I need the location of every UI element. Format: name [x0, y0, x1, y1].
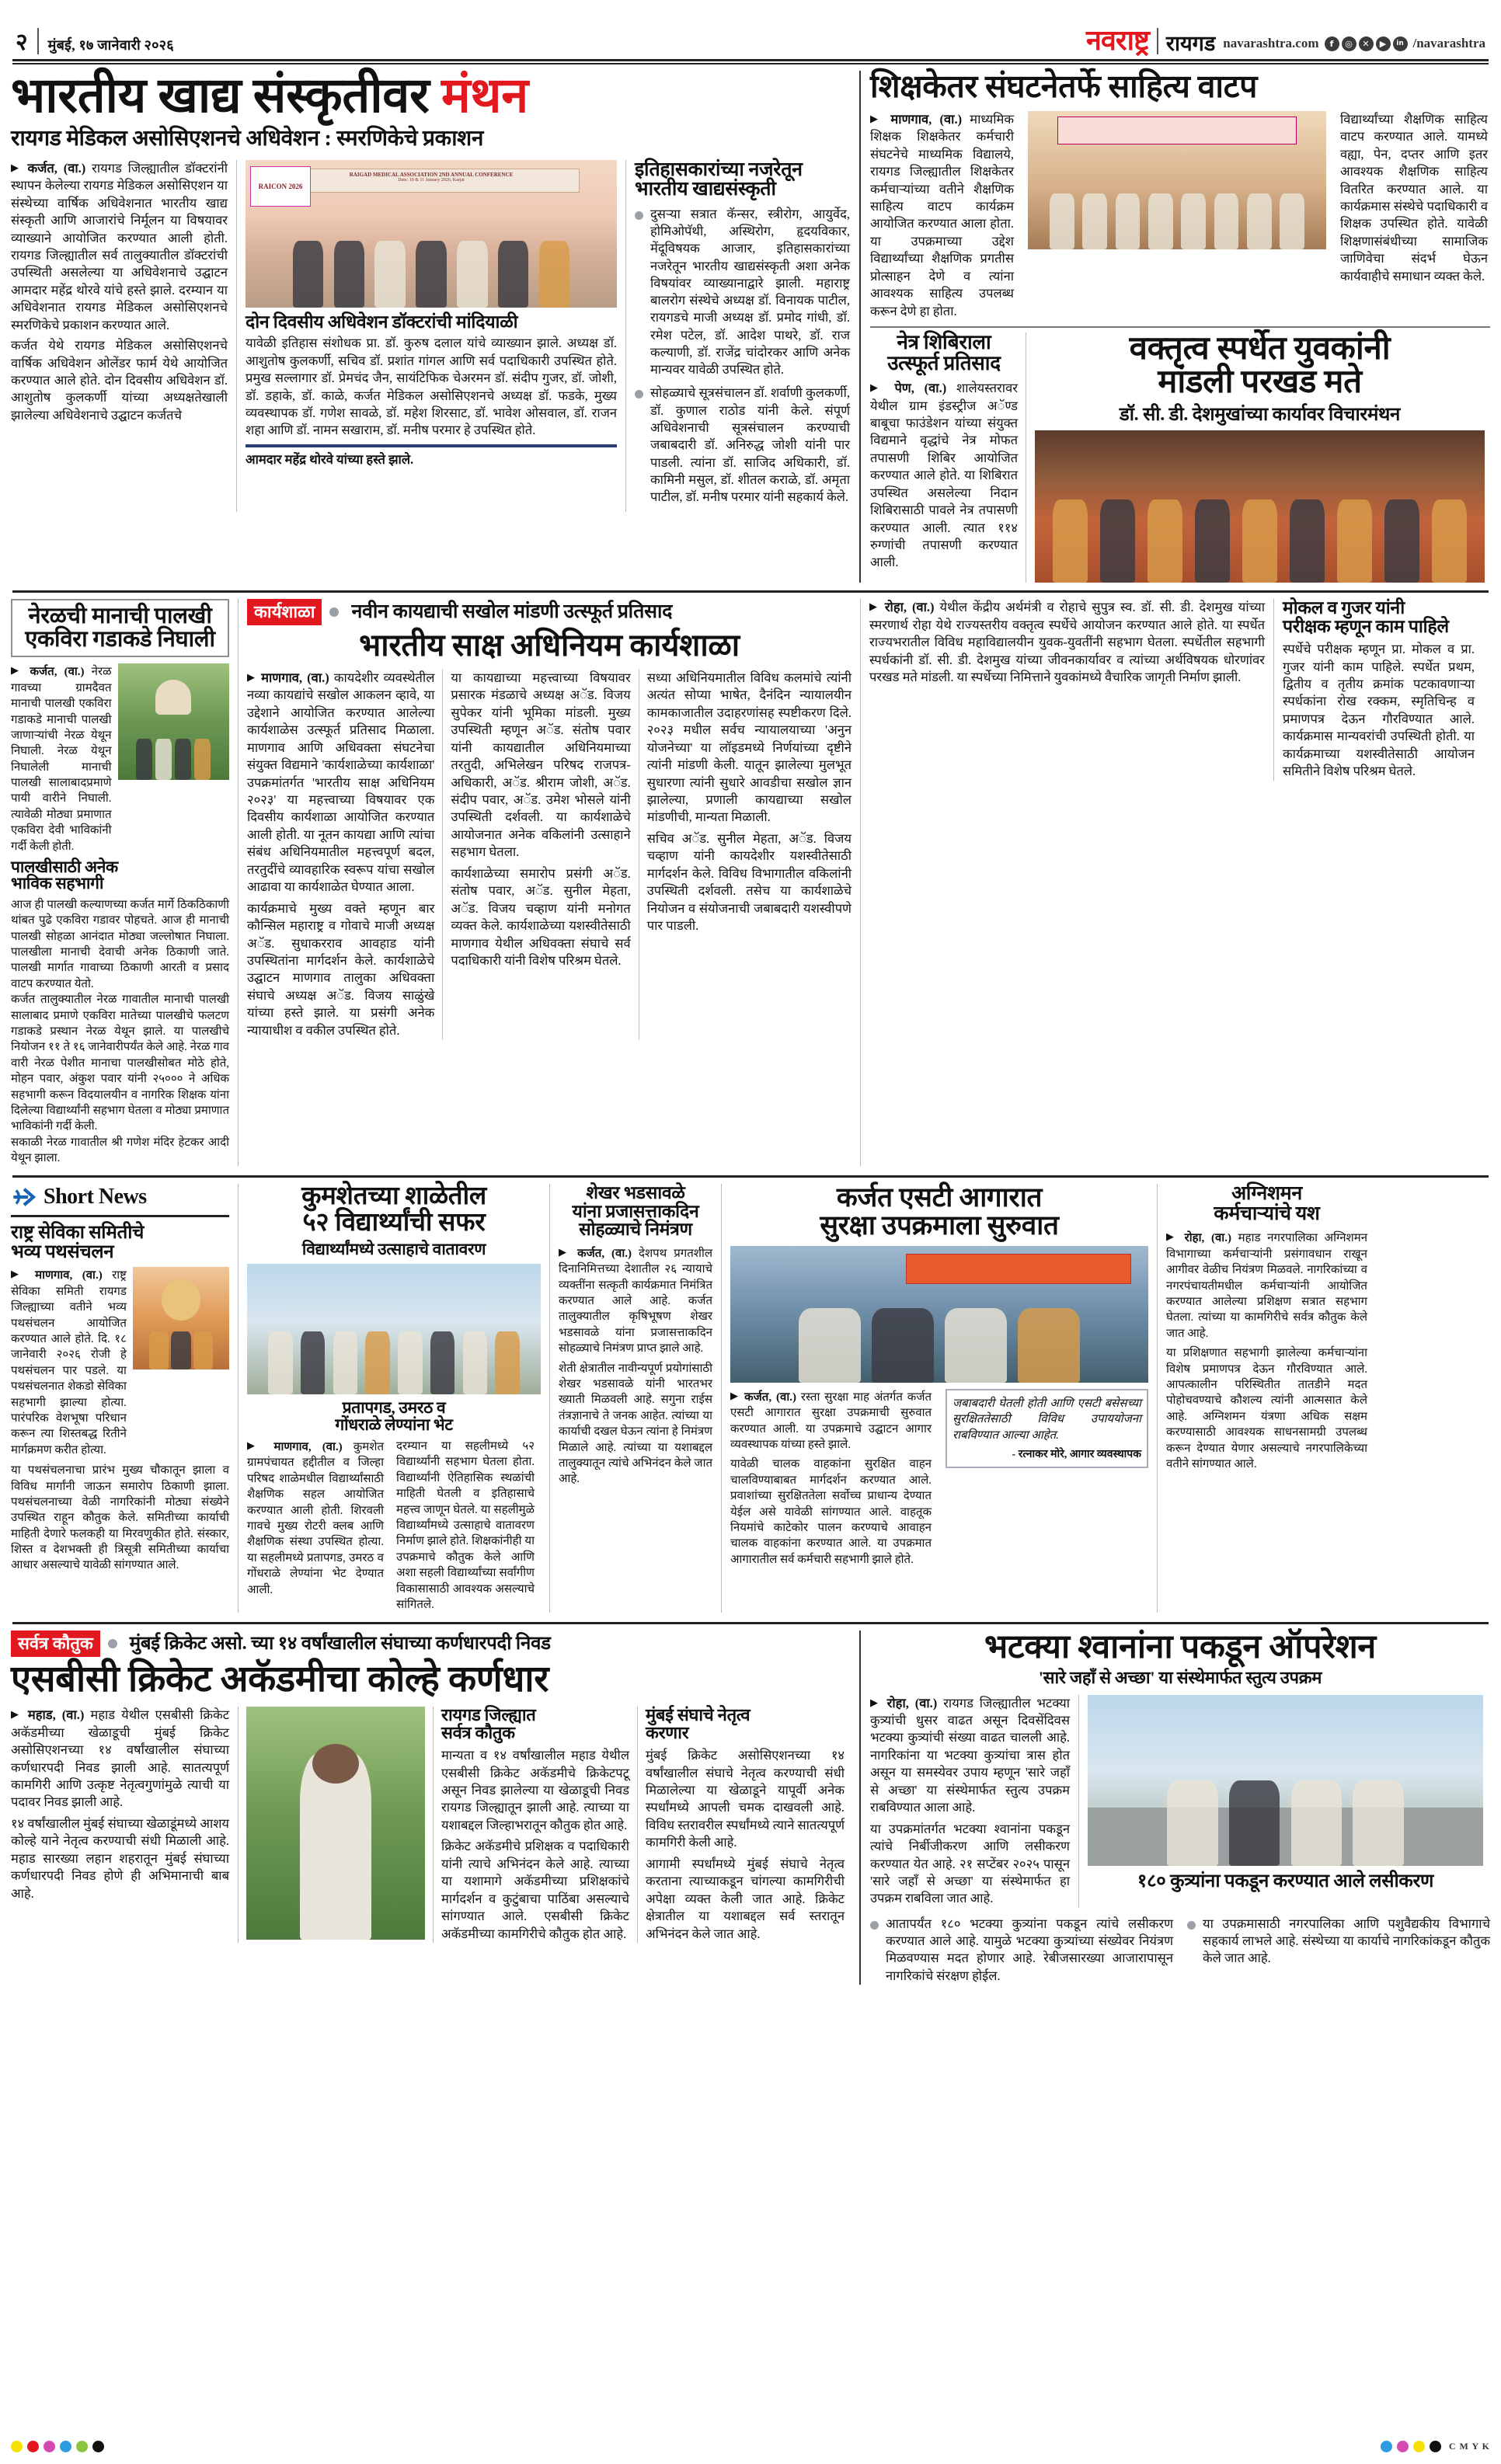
sahitya-col-1: [870, 111, 1022, 320]
sidebar-bullet-list: [635, 206, 850, 506]
color-dot-cyan: [60, 2441, 71, 2452]
shortnews-text-col: [11, 1267, 127, 1458]
shortnews-body-2: या पथसंचलनाचा प्रारंभ मुख्य चौकातून झाला व विविध मार्गांनी जाऊन समारोप ठिकाणी झाला. पथसंचलनाच्या वेळी नागरिकांनी मोठ्या संख्येने उपस्थित राहून कौतुक केले. समितीच्या कार्याची माहिती देणारे फलकही या मिरवणुकीत होते. संस्कार, शिस्त व देशभक्ती ही त्रिसूत्री समितीच्या कार्याचा आधार असल्याचे यावेळी सांगण्यात आले.: [11, 1464, 229, 1572]
lead-body-3: आमदार महेंद्र थोरवे यांच्या हस्ते झाले.: [246, 451, 414, 467]
agnishaman-story: [1158, 1184, 1367, 1613]
bullet-triangle-icon: ▶: [1166, 1230, 1178, 1243]
bullet-triangle-icon: ▶: [247, 670, 256, 683]
kumshet-body-2: दरम्यान या सहलीमध्ये ५२ विद्यार्थ्यांनी सहभाग घेतला होता. विद्यार्थ्यांनी ऐतिहासिक स्थळांची माहिती घेतली व इतिहासाचे महत्त्व जाणून घेतले. या सहलीमुळे विद्यार्थ्यांमध्ये उत्साहाचे वातावरण निर्माण झाले होते. शिक्षकांनीही या उपक्रमाचे कौतुक केले आणि अशा सहली विद्यार्थ्यांच्या सर्वांगीण विकासासाठी आवश्यक असल्याचे सांगितले.: [396, 1440, 535, 1611]
shortnews-badge: [11, 1184, 229, 1210]
shvan-headline: भटक्या श्वानांना पकडून ऑपरेशन: [984, 1629, 1376, 1666]
bullet-triangle-icon: ▶: [870, 381, 885, 394]
shvan-bullet-list: [870, 1916, 1490, 1985]
section-rule-1: [12, 590, 1489, 593]
workshop-body-3: सध्या अधिनियमातील विविध कलमांचे त्यांनी अत्यंत सोप्या भाषेत, दैनंदिन न्यायालयीन कामकाजातील उदाहरणांसह स्पष्टीकरण दिले. २०२३ मधील सर्वच न्यायालयाच्या 'अनुन योजनेच्या' या लॉइडमध्ये निर्णयांच्या दृष्टीने त्यांनी मांडणी केली. यातून झालेल्या मुलभूत सुधारणा त्यांनी सुधारे आवडीचा सखोल ज्ञान झालेल्या, प्रणाली कायद्याच्या सखोल मांडणीची, मान्यता मिळाली.: [646, 670, 851, 825]
shvan-photo-col: [1079, 1695, 1483, 1908]
kumshet-headline-line-1: कुमशेतच्या शाळेतील: [301, 1182, 486, 1211]
workshop-story: [239, 599, 860, 1166]
footer-color-dots-left: [11, 2441, 104, 2452]
kumshet-col-2: [390, 1439, 535, 1613]
shvan-col-1: [870, 1695, 1078, 1908]
photo-banner-line-2: Date: 10 & 11 January 2026, Karjat: [398, 178, 465, 183]
cricket-photo-wrap: [239, 1707, 433, 1943]
cricket-body-3b: आगामी स्पर्धांमध्ये मुंबई संघाचे नेतृत्व करताना त्याच्याकडून चांगल्या कामगिरीची अपेक्षा व्यक्त केली जात आहे. क्रिकेट क्षेत्रातील या यशाबद्दल सर्व स्तरातून अभिनंदन केले जात आहे.: [646, 1856, 845, 1941]
shekhar-headline-line-1: शेखर भडसावळे: [586, 1183, 685, 1203]
netra-headline-line-1: नेत्र शिबिराला: [897, 331, 991, 354]
edition-name: रायगड: [1165, 32, 1216, 55]
bullet-triangle-icon: ▶: [247, 1439, 263, 1452]
shortnews-photo: [133, 1267, 229, 1369]
palkhi-photo-wrap: [118, 663, 229, 854]
kumshet-body-1: ▶ माणगाव, (वा.) कुमशेत ग्रामपंचायत हद्दीतील व जिल्हा परिषद शाळेमधील विद्यार्थ्यांसाठी शैक्षणिक सहल आयोजित करण्यात आली होती. शिरवली गावचे मुख्य रोटरी क्लब आणि शैक्षणिक संस्था उपस्थित होत्या. या सहलीमध्ये प्रतापगड, उमरठ व गोंधराळे लेण्यांना भेट देण्यात आली.: [247, 1439, 385, 1596]
sahitya-headline: शिक्षकेतर संघटनेतर्फे साहित्य वाटप: [870, 68, 1258, 104]
linkedin-icon[interactable]: in: [1393, 37, 1408, 51]
kumshet-subhead: विद्यार्थ्यांमध्ये उत्साहाचे वातावरण: [301, 1239, 486, 1258]
lead-para-1: [11, 160, 228, 334]
list-item: सोहळ्याचे सूत्रसंचालन डॉ. शर्वाणी कुलकर्णी, डॉ. कुणाल राठोड यांनी केले. संपूर्ण अधिवेशनाची सूत्रसंचालन करण्याची जबाबदारी डॉ. अनिरुद्ध जोशी यांनी पार पाडली. त्यांना डॉ. साजिद अधिकारी, डॉ. कामिनी मसुल, डॉ. शीतल कराळे, डॉ. अमृता पाटील, डॉ. मनीष परमार यांनी सहकार्य केले.: [635, 385, 850, 506]
page-number: २: [16, 30, 28, 55]
color-dot-red: [27, 2441, 39, 2452]
agnishaman-body-2: या प्रशिक्षणात सहभागी झालेल्या कर्मचाऱ्यांना विशेष प्रमाणपत्र देऊन गौरविण्यात आले. आपत्कालीन परिस्थितीत तातडीने मदत पोहोचवण्याचे कौशल्य त्यांनी आत्मसात केले आहे. अग्निशमन यंत्रणा अधिक सक्षम करण्यासाठी आवश्यक साधनसामग्री उपलब्ध करून देण्यात येणार असल्याचे नगरपालिकेच्या वतीने सांगण्यात आले.: [1166, 1347, 1367, 1470]
brand-logo: नवराष्ट्र: [1085, 25, 1149, 56]
palkhi-photo: [118, 663, 229, 780]
lead-body-1: रायगड जिल्ह्यातील डॉक्टरांनी स्थापन केलेल्या रायगड मेडिकल असोसिएशन या संस्थेच्या वार्षिक अधिवेशनात भारतीय खाद्य संस्कृती आणि आजारांचे निर्मूलन या विषयावर व्याख्याने आयोजित करण्यात आली होती. रायगड जिल्ह्यातील सर्व तालुक्यातील डॉक्टरांची उपस्थिती असलेल्या या अधिवेशनाचे उद्घाटन आमदार महेंद्र थोरवे यांचे हस्ते झाले. दरम्यान या अधिवेशनात रायगड मेडिकल असोसिएशनचे स्मरणिकेचे प्रकाशन करण्यात आले.: [11, 160, 228, 332]
photo-banner-line-1: RAIGAD MEDICAL ASSOCIATION 2ND ANNUAL CONFERENCE: [349, 172, 514, 179]
website-url[interactable]: navarashtra.com: [1223, 36, 1319, 50]
shortnews-top-row: [11, 1267, 229, 1458]
mokal-headline-line-1: मोकल व गुजर यांनी: [1283, 598, 1405, 618]
palkhi-body-2: आज ही पालखी कल्याणच्या कर्जत मार्गे ठिकठिकाणी थांबत पुढे एकविरा गडावर पोहचते. आज ही मानाची पालखी सोहळा आनंदात मोठ्या जल्लोषात निघाला. पालखीला मानाची देवाची अनेक ठिकाणी जाते. पालखी मार्गात गावाच्या ठिकाणी आरती व प्रसाद वाटप करण्यात येतो.: [11, 898, 229, 990]
social-handle[interactable]: /navarashtra: [1412, 36, 1485, 50]
shekhar-headline-line-3: सोहळ्याचे निमंत्रण: [579, 1220, 692, 1240]
shekhar-headline-line-2: यांना प्रजासत्ताकदिन: [572, 1201, 699, 1221]
shvan-photo-caption: १८० कुत्र्यांना पकडून करण्यात आले लसीकरण: [1137, 1871, 1434, 1892]
sahitya-photo-wrap: [1022, 111, 1332, 320]
shortnews-rule: [11, 1215, 229, 1217]
footer-color-dots-right: [1381, 2441, 1441, 2452]
vaktrutva-body: ▶ रोहा, (वा.) येथील केंद्रीय अर्थमंत्री व रोहाचे सुपुत्र स्व. डॉ. सी. डी. देशमुख यांच्या स्मरणार्थ रोहा येथे राज्यस्तरीय वक्तृत्व स्पर्धेचे आयोजन करण्यात आले होते. या स्पर्धेत राज्यभरातील विविध महाविद्यालयीन युवक-युवतींनी सहभाग घेतला. स्पर्धेतील सहभागी स्पर्धकांनी डॉ. सी. डी. देशमुख यांच्या जीवनकार्यावर व त्यांच्या अर्थविषयक धोरणांवर परखड मते मांडली. या स्पर्धेच्या निमित्ताने युवकांमध्ये वैचारिक जागृती निर्माण झाली.: [869, 600, 1266, 684]
facebook-icon[interactable]: f: [1325, 37, 1339, 51]
cricket-col2-head-2: सर्वत्र कौतुक: [441, 1722, 515, 1742]
dateline: मुंबई, १७ जानेवारी २०२६: [47, 37, 174, 53]
netra-vaktrutva-row: [870, 332, 1490, 583]
bullet-triangle-icon: ▶: [11, 1268, 26, 1280]
karjat-st-photo: [730, 1246, 1148, 1383]
shortnews-arrow-icon: [11, 1184, 37, 1210]
workshop-body-2b: कार्यशाळेच्या समारोप प्रसंगी अॅड. संतोष पवार, अॅड. सुनील मेहता, अॅड. विजय चव्हाण यांनी मनोगत व्यक्त केले. कार्यशाळेच्या यशस्वीतेसाठी माणगाव येथील अधिवक्ता संघाचे सर्व पदाधिकारी यांनी विशेष परिश्रम घेतले.: [451, 865, 631, 968]
kumshet-photo-caption-1: प्रतापगड, उमरठ व: [342, 1398, 446, 1418]
cricket-kicker-row: [11, 1630, 850, 1657]
sidebar-title-line-1: इतिहासकारांच्या नजरेतून: [635, 158, 803, 180]
shekhar-story: [550, 1184, 721, 1613]
shortnews-story: [11, 1184, 238, 1613]
photo-people: [246, 222, 617, 308]
workshop-body-1: ▶ माणगाव, (वा.) कायदेशीर व्यवस्थेतील नव्या कायद्यांचे सखोल आकलन व्हावे, या उद्देशाने आयोजित करण्यात आलेल्या कार्यशाळेस उत्स्फूर्त प्रतिसाद मिळाला. माणगाव आणि अधिवक्ता संघटनेचा संयुक्त विद्यमाने 'कार्यशाळेच्या कार्यशाळा' उपक्रमांतर्गत 'भारतीय साक्ष अधिनियम २०२३' या महत्त्वाच्या विषयावर एक दिवसीय कार्यशाळा आयोजित करण्यात आली होती. या नूतन कायद्या आणि त्यांचा संबंध अधिनियमातील महत्त्वपूर्ण बदल, तरतुदींचे व्यावहारिक स्वरूप यांचा सखोल आढावा या कार्यशाळेत घेण्यात आला.: [247, 670, 435, 895]
lead-caption-body: यावेळी इतिहास संशोधक प्रा. डॉ. कुरुष दलाल यांचे व्याख्यान झाले. अध्यक्ष डॉ. आशुतोष कुलकर्णी, सचिव डॉ. प्रशांत गांगल आणि सर्व पदाधिकारी उपस्थित होते. प्रमुख सल्लागार डॉ. प्रेमचंद जैन, सायंटिफिक चेअरमन डॉ. संदीप गुजर, डॉ. जोशी, डॉ. डहाके, डॉ. काळे, कर्जत मेडिकल असोसिएशनचे अध्यक्ष डॉ. फडके, मुख्य व्यवस्थापक डॉ. गणेश सावळे, डॉ. महेश शिरसाट, डॉ. भावेश ओसवाल, डॉ. राजन शहा आणि डॉ. नामन सखाराम, डॉ. मनीष परमार हे उपस्थित होते.: [246, 336, 617, 438]
kumshet-body-cols: [247, 1439, 541, 1613]
cricket-headline: एसबीसी क्रिकेट अकॅडमीचा कोल्हे कर्णधार: [11, 1659, 549, 1700]
mokal-headline-line-2: परीक्षक म्हणून काम पाहिले: [1283, 616, 1449, 636]
netra-body: ▶ पेण, (वा.) शालेयस्तरावर येथील ग्राम इंडस्ट्रीज अॅण्ड बाबूचा फाउंडेशन यांच्या संयुक्त विद्यमाने वृद्धांचे नेत्र मोफत तपासणी शिबिर आयोजित करण्यात आले होते. या शिबिरात उपस्थित असलेल्या निदान शिबिरासाठी पावले नेत्र तपासणी करण्यात आली. त्यात ११४ रुग्णांची तपासणी करण्यात आली.: [870, 381, 1019, 570]
cricket-kicker: मुंबई क्रिकेट असो. च्या १४ वर्षांखालील संघाच्या कर्णधारपदी निवड: [129, 1634, 551, 1655]
karjat-st-headline-line-2: सुरक्षा उपक्रमाला सुरुवात: [820, 1210, 1059, 1241]
shekhar-dateline-tag: कर्जत, (वा.): [577, 1247, 632, 1260]
vaktrutva-body-wrap: [869, 599, 1273, 780]
sahitya-columns: [870, 111, 1490, 320]
bullet-triangle-icon: ▶: [11, 664, 23, 677]
top-block: [11, 68, 1490, 583]
color-dot-magenta: [44, 2441, 55, 2452]
sidebar-title-line-2: भारतीय खाद्यसंस्कृती: [635, 179, 776, 200]
palkhi-headline-line-1: नेरळची मानाची पालखी: [28, 604, 212, 629]
bullet-triangle-icon: ▶: [11, 1708, 22, 1721]
list-item: दुसऱ्या सत्रात कॅन्सर, स्त्रीरोग, आयुर्वेद, होमिओपॅथी, अस्थिरोग, हृदयविकार, मेंदूविषयक आजार, इतिहासकारांच्या नजरेतून भारतीय खाद्यसंस्कृती अशा अनेक विषयांवर व्याख्यानाद्वारे झाली. महाराष्ट्र बालरोग संस्थेचे अध्यक्ष डॉ. विनायक पाटील, रायगडचे माजी अध्यक्ष डॉ. प्रमोद गांधी, डॉ. रमेश पटेल, डॉ. आदेश पाथरे, डॉ. राज कल्याणी, डॉ. राजेंद्र चांदोरकर आणि अनेक मान्यवर यावेळी उपस्थित होते.: [635, 206, 850, 379]
karjat-st-body-2: यावेळी चालक वाहकांना सुरक्षित वाहन चालविण्याबाबत मार्गदर्शन करण्यात आले. प्रवाशांच्या सुरक्षिततेला सर्वोच्च प्राधान्य देण्यात येईल असे यावेळी सांगण्यात आले. वाहतूक नियमांचे काटेकोर पालन करण्याचे आवाहन चालक वाहकांना करण्यात आले. या उपक्रमात आगारातील सर्व कर्मचारी सहभागी झाले होते.: [730, 1458, 932, 1566]
palkhi-col-a: [11, 663, 112, 854]
footer-bar: [11, 2436, 1490, 2456]
workshop-col-2: [443, 670, 638, 1039]
cricket-col3-head-1: मुंबई संघाचे नेतृत्व: [646, 1705, 750, 1725]
shvan-body-1: ▶ रोहा, (वा.) रायगड जिल्ह्यातील भटक्या कुत्र्यांची धुसर वाढत असून दिवसेंदिवस भटक्या कुत्र्यांची संख्या वाढत चालली आहे. नागरिकांना या भटक्या कुत्र्यांचा त्रास होत असून या समस्येवर उपाय म्हणून 'सारे जहाँ से अच्छा' या संस्थेमार्फत स्तुत्य उपक्रम राबविण्यात आला आहे.: [870, 1695, 1071, 1815]
vaktrutva-headline-line-1: वक्तृत्व स्पर्धेत युवकांनी: [1129, 331, 1391, 367]
karjat-st-pullquote: जबाबदारी घेतली होती आणि एसटी बसेसच्या सुरक्षिततेसाठी विविध उपाययोजना राबविण्यात आल्या आहेत.: [952, 1397, 1141, 1442]
vaktrutva-dateline-tag: रोहा, (वा.): [884, 600, 935, 615]
agnishaman-headline-line-2: कर्मचाऱ्यांचे यश: [1214, 1202, 1320, 1224]
instagram-icon[interactable]: ◎: [1342, 37, 1356, 51]
cricket-body-3: मुंबई क्रिकेट असोसिएशनच्या १४ वर्षांखालील संघाचे नेतृत्व करण्याची संधी मिळालेल्या या खेळाडूने यापूर्वी अनेक स्पर्धांमध्ये आपली चमक दाखवली आहे. विविध स्तरावरील स्पर्धांमध्ये त्याने सातत्यपूर्ण कामगिरी केली आहे.: [646, 1748, 845, 1850]
karjat-st-body-cols: [730, 1389, 1148, 1568]
kumshet-col-1: [247, 1439, 390, 1613]
masthead-divider: [37, 28, 39, 54]
lead-sidebar: [626, 160, 850, 513]
sahitya-body-2: विद्यार्थ्यांच्या शैक्षणिक साहित्य वाटप करण्यात आले. यामध्ये वह्या, पेन, दप्तर आणि इतर आवश्यक शैक्षणिक साहित्य वितरित करण्यात आले. या कार्यक्रमास संस्थेचे पदाधिकारी व शिक्षक उपस्थित होते. यावेळी शिक्षणासंबंधीच्या सामाजिक जाणिवेचा संदर्भ घेऊन कार्यवाहीचे समाधान व्यक्त केले.: [1340, 111, 1488, 284]
kicker-dot-icon: [108, 1639, 117, 1648]
cricket-body-1: ▶ महाड, (वा.) महाड येथील एसबीसी क्रिकेट अकॅडमीच्या खेळाडूची मुंबई क्रिकेट असोसिएशनच्या १४ वर्षांखालील संघाच्या कर्णधारपदी निवड झाली आहे. सातत्यपूर्ण कामगिरी आणि उत्कृष्ट नेतृत्वगुणांमुळे त्याची या पदावर निवड झाली आहे.: [11, 1707, 230, 1810]
workshop-dateline-tag: माणगाव, (वा.): [261, 670, 329, 685]
masthead-right: [1086, 26, 1485, 54]
palkhi-headline-line-2: एकविरा गडाकडे निघाली: [25, 626, 215, 652]
karjat-st-headline-line-1: कर्जत एसटी आगारात: [836, 1182, 1043, 1213]
shvan-subhead: 'सारे जहाँ से अच्छा' या संस्थेमार्फत स्तुत्य उपक्रम: [1038, 1668, 1322, 1688]
shortnews-body: ▶ माणगाव, (वा.) राष्ट्र सेविका समिती रायगड जिल्ह्याच्या वतीने भव्य पथसंचलन आयोजित करण्यात आले होते. दि. १८ जानेवारी २०२६ रोजी हे पथसंचलन पार पडले. या पथसंचलनात शेकडो सेविका सहभागी झाल्या होत्या. पारंपरिक वेशभूषा परिधान करून त्या शिस्तबद्ध रितीने मार्गक्रमण करीत होत्या.: [11, 1268, 127, 1456]
shekhar-body: ▶ कर्जत, (वा.) देशपथ प्रगतशील दिनानिमित्तच्या देशातील २६ न्यायाचे व्यक्तींना सत्कृती कार्यक्रमात निमंत्रित करण्यात आले आहे. कर्जत तालुक्यातील कृषिभूषण शेखर भडसावळे यांना प्रजासत्ताकदिन सोहळ्याचे निमंत्रण प्राप्त झाले आहे.: [559, 1245, 712, 1356]
shvan-story: [861, 1630, 1490, 1985]
palkhi-body-4: कर्जत तालुक्यातील नेरळ गावातील मानाची पालखी सालाबाद प्रमाणे एकविरा मातेच्या पालखीचे फलटण गडाकडे प्रस्थान नेरळ येथून झाले. या पालखीचे नियोजन ११ ते १६ जानेवारीपर्यंत केले आहे. नेरळ गाव वारी नेरळ पेशीत मानाचा पालखीसोबत मोठे होते, मोहन पवार, अंकुश पवार यांनी २५००० ने अधिक सहभागी करून विदयालयीन व नागरिक शिक्षक यांना दिलेल्या विद्यार्थ्यांनी सहभाग घेतला व मोठ्या प्रमाणात भाविकांनी गर्दी केली.: [11, 994, 229, 1133]
cricket-col-2: [434, 1707, 637, 1943]
list-item: आतापर्यंत १८० भटक्या कुत्र्यांना पकडून त्यांचे लसीकरण करण्यात आले आहे. यामुळे भटक्या कुत्र्यांच्या संख्येवर नियंत्रण मिळवण्यास मदत होणार आहे. रेबीजसारख्या आजारापासून नागरिकांचे संरक्षण होईल.: [870, 1916, 1173, 1985]
section-rule-2: [12, 1175, 1489, 1178]
karjat-st-col-1: [730, 1389, 939, 1568]
lead-col-1: [11, 160, 236, 513]
sahitya-body-1: ▶ माणगाव, (वा.) माध्यमिक शिक्षक शिक्षकेतर कर्मचारी संघटनेचे माध्यमिक विद्यालये, रायगड जिल्ह्यातील शिक्षकेतर कर्मचाऱ्यांच्या वतीने शैक्षणिक साहित्य वाटप कार्यक्रम आयोजित करण्यात आला होता. या उपक्रमाच्या उद्देश विद्यार्थ्यांच्या शैक्षणिक प्रगतीस प्रोत्साहन देणे व त्यांना आवश्यक साहित्य उपलब्ध करून देणे हा होता.: [870, 111, 1015, 318]
shortnews-label: Short News: [44, 1185, 147, 1209]
workshop-body-3b: सचिव अॅड. सुनील मेहता, अॅड. विजय चव्हाण यांनी कायदेशीर यशस्वीतेसाठी मार्गदर्शन केले. विविध विभागातील वकिलांनी उपस्थिती दर्शवली. तसेच या कार्यशाळेचे नियोजन व संयोजनाची जबाबदारी यशस्वीपणे पार पाडली.: [646, 830, 851, 934]
footer-right: [1381, 2441, 1490, 2452]
social-icons: [1325, 37, 1408, 51]
lead-col-2: [237, 160, 625, 513]
color-dot-black: [92, 2441, 104, 2452]
workshop-col-3: [639, 670, 851, 1039]
palkhi-story: [11, 599, 238, 1166]
bullet-triangle-icon: ▶: [559, 1245, 571, 1258]
mokal-story: [861, 599, 1475, 1166]
shortnews-headline-line-2: भव्य पथसंचलन: [11, 1241, 114, 1262]
list-item: या उपक्रमासाठी नगरपालिका आणि पशुवैद्यकीय विभागाचे सहकार्य लाभले आहे. संस्थेच्या या कार्याचे नागरिकांकडून कौतुक केले जात आहे.: [1187, 1916, 1490, 1968]
cmyk-label: C M Y K: [1448, 2440, 1490, 2452]
shvan-body-1b: या उपक्रमांतर्गत भटक्या श्वानांना पकडून त्यांचे निर्बीजीकरण आणि लसीकरण करण्यात येत आहे. २१ सप्टेंबर २०२५ पासून 'सारे जहाँ से अच्छा' या संस्थेमार्फत हा उपक्रम राबविला जात आहे.: [870, 1821, 1070, 1906]
mokal-row: [869, 599, 1475, 780]
kicker-dot-icon: [329, 607, 339, 617]
sahitya-rule: [870, 326, 1490, 328]
workshop-tag: कार्यशाळा: [247, 599, 322, 625]
sahitya-story: [861, 68, 1490, 583]
masthead-rule: [12, 59, 1489, 64]
sahitya-col-2: [1332, 111, 1488, 320]
cricket-body-1b: १४ वर्षांखालील मुंबई संघाच्या खेळाडूंमध्ये आशय कोल्हे याने नेतृत्व करण्याची संधी मिळाली आहे. महाड सारख्या लहान शहरातून मुंबई संघाच्या कर्णधारपदी निवड होणे ही अभिमानाची बाब आहे.: [11, 1815, 229, 1901]
palkhi-dateline-tag: कर्जत, (वा.): [30, 666, 85, 679]
cricket-body-2: मान्यता व १४ वर्षांखालील महाड येथील एसबीसी क्रिकेट अकॅडमीचे क्रिकेटपटू असून निवड झालेल्या या खेळाडूची निवड रायगड जिल्ह्यातून झाली आहे. त्याच्या या यशाबद्दल जिल्हाभरातून कौतुक होत आहे.: [441, 1748, 629, 1832]
cricket-tag: सर्वत्र कौतुक: [11, 1630, 100, 1657]
kumshet-photo: [247, 1264, 541, 1394]
color-dot-cyan: [1381, 2441, 1392, 2452]
karjat-st-story: [722, 1184, 1157, 1613]
masthead-social: [1223, 36, 1485, 54]
shortnews-photo-wrap: [133, 1267, 229, 1458]
shortnews-dateline-tag: माणगाव, (वा.): [35, 1269, 103, 1282]
netra-story: [870, 332, 1026, 583]
palkhi-headline-box: [11, 599, 229, 657]
middle-block: [11, 599, 1490, 1166]
sahitya-dateline-tag: माणगाव, (वा.): [890, 111, 963, 127]
color-dot-black: [1430, 2441, 1441, 2452]
bottom-block: [11, 1630, 1490, 1985]
palkhi-top-row: [11, 663, 229, 854]
bullet-triangle-icon: ▶: [11, 161, 22, 173]
palkhi-body-3: सकाळी नेरळ गावातील श्री गणेश मंदिर हेटकर आदी येथून झाला.: [11, 1136, 229, 1165]
karjat-st-pullquote-author: - रत्नाकर मोरे, आगार व्यवस्थापक: [1012, 1449, 1141, 1461]
palkhi-body-lead: ▶ कर्जत, (वा.) नेरळ गावच्या ग्रामदैवत मानाची पालखी एकविरा गडाकडे मानाची पालखी जाणाऱ्यांची नेरळ येथून निघाली. नेरळ येथून निघालेली मानाची पालखी सालाबादप्रमाणे पायी वारीने निघाली. त्यावेळी मोठ्या प्रमाणात एकविरा देवी भाविकांनी गर्दी केली होती.: [11, 664, 112, 853]
workshop-kicker-row: [247, 599, 851, 625]
netra-headline-line-2: उत्स्फूर्त प्रतिसाद: [887, 351, 1001, 374]
bullet-triangle-icon: ▶: [869, 600, 879, 613]
lead-story: [11, 68, 859, 583]
cricket-col3-head-2: करणार: [646, 1722, 689, 1742]
vaktrutva-photo: [1035, 430, 1485, 583]
masthead-left: [16, 28, 174, 54]
vaktrutva-headline-line-2: मांडली परखड मते: [1158, 364, 1362, 400]
karjat-st-col-2: [939, 1389, 1148, 1568]
cricket-story: [11, 1630, 859, 1985]
photo-logo-text: RAICON 2026: [258, 182, 303, 190]
lead-photo: [246, 160, 617, 308]
workshop-body-2: या कायद्याच्या महत्त्वाच्या विषयावर प्रसारक मंडळाचे अध्यक्ष अॅड. विजय सुपेकर यांनी भूमिका मांडली. मुख्य उपस्थिती म्हणून अॅड. संतोष पवार यांनी कायद्यातील अधिनियमाच्या तरतुदी, अभिलेखन परिषद राजपत्र-अधिकारी, अॅड. श्रीराम जोशी, अॅड. संदीप पवार, अॅड. उमेश भोसले यांनी उपस्थिती दर्शवली. या कार्यशाळेचे आयोजनात अनेक वकिलांनी उत्साहाने सहभाग घेतला.: [451, 670, 631, 860]
shvan-dateline-tag: रोहा, (वा.): [886, 1695, 938, 1711]
vaktrutva-story: [1026, 332, 1485, 583]
brand-divider: [1157, 28, 1158, 54]
mokal-body: स्पर्धेचे परीक्षक म्हणून प्रा. मोकल व प्रा. गुजर यांनी काम पाहिले. स्पर्धेत प्रथम, द्वितीय व तृतीय क्रमांक पटकावणाऱ्या स्पर्धकांना रोख रक्कम, स्मृतिचिन्ह व प्रमाणपत्र देऊन गौरविण्यात आले. कार्यक्रमास मान्यवरांची उपस्थिती होती. या कार्यक्रमाच्या यशस्वीतेसाठी आयोजन समितीने विशेष परिश्रम घेतले.: [1283, 642, 1475, 779]
cricket-columns: [11, 1707, 850, 1943]
shortnews-block: [11, 1184, 1490, 1613]
lead-dateline-tag: कर्जत, (वा.): [27, 160, 86, 176]
workshop-kicker: नवीन कायद्याची सखोल मांडणी उत्स्फूर्त प्रतिसाद: [351, 601, 673, 623]
sahitya-photo: [1028, 111, 1326, 249]
lead-body-2: कर्जत येथे रायगड मेडिकल असोसिएशनचे वार्षिक अधिवेशन ओलेंडर फार्म येथे आयोजित करण्यात आले होते. दोन दिवसीय अधिवेशन डॉ. आशुतोष कुलकर्णी यांच्या अध्यक्षतेखाली झालेल्या अधिवेशनाचे उद्घाटन कर्जतचे: [11, 338, 228, 423]
workshop-headline: भारतीय साक्ष अधिनियम कार्यशाळा: [359, 628, 740, 663]
agnishaman-dateline-tag: रोहा, (वा.): [1184, 1232, 1231, 1245]
mokal-col: [1274, 599, 1475, 780]
cricket-col2-head-1: रायगड जिल्ह्यात: [441, 1705, 536, 1725]
section-rule-3: [12, 1622, 1489, 1624]
karjat-st-body: ▶ कर्जत, (वा.) रस्ता सुरक्षा माह अंतर्गत कर्जत एसटी आगारात सुरक्षा उपक्रमाची सुरुवात करण्यात आली. या उपक्रमाचे उद्घाटन आगार व्यवस्थापक यांच्या हस्ते झाले.: [730, 1389, 932, 1452]
lead-blue-rule: [246, 444, 617, 447]
kumshet-story: [239, 1184, 549, 1613]
shvan-photo: [1088, 1695, 1483, 1866]
lead-columns: [11, 160, 850, 513]
lead-headline-black: भारतीय खाद्य संस्कृतीवर: [11, 68, 430, 123]
kumshet-dateline-tag: माणगाव, (वा.): [273, 1441, 343, 1454]
shortnews-headline-line-1: राष्ट्र सेविका समितीचे: [11, 1223, 145, 1244]
vaktrutva-subhead: डॉ. सी. डी. देशमुखांच्या कार्यावर विचारमंथन: [1119, 404, 1401, 425]
lead-photo-caption: दोन दिवसीय अधिवेशन डॉक्टरांची मांदियाळी: [246, 311, 518, 332]
x-icon[interactable]: ✕: [1359, 37, 1374, 51]
palkhi-photo-caption-1: पालखीसाठी अनेक: [11, 858, 118, 877]
karjat-st-dateline-tag: कर्जत, (वा.): [744, 1390, 796, 1404]
masthead: [11, 11, 1490, 54]
workshop-col-1: [247, 670, 442, 1039]
kumshet-photo-caption-2: गोंधराळे लेण्यांना भेट: [335, 1415, 453, 1434]
karjat-st-pullquote-box: [946, 1389, 1148, 1468]
bullet-triangle-icon: ▶: [870, 112, 883, 124]
color-dot-green: [76, 2441, 88, 2452]
agnishaman-headline-line-1: अग्निशमन: [1231, 1183, 1302, 1205]
youtube-icon[interactable]: ▶: [1376, 37, 1391, 51]
shekhar-body-2: शेती क्षेत्रातील नावीन्यपूर्ण प्रयोगांसाठी शेखर भडसावळे यांनी भारतभर ख्याती मिळवली आहे. सगुना राईस तंत्रज्ञानाचे ते जनक आहेत. त्यांच्या या कार्याची दखल घेऊन त्यांना हे निमंत्रण मिळाले आहे. त्यांच्या या यशाबद्दल तालुक्यातून त्यांचे अभिनंदन केले जात आहे.: [559, 1362, 712, 1486]
color-dot-magenta: [1397, 2441, 1409, 2452]
cricket-col-1: [11, 1707, 238, 1943]
lead-headline: [11, 68, 850, 123]
agnishaman-body: ▶ रोहा, (वा.) महाड नगरपालिका अग्निशमन विभागाच्या कर्मचाऱ्यांनी प्रसंगावधान राखून आगीवर वेळीच नियंत्रण मिळवले. नागरिकांच्या व नगरपंचायतीमधील कर्मचाऱ्यांनी आयोजित करण्यात आलेल्या प्रशिक्षण सत्रात सहभाग घेतला. त्यांच्या या कामगिरीचे सर्वत्र कौतुक केले जात आहे.: [1166, 1230, 1368, 1340]
bullet-triangle-icon: ▶: [730, 1389, 740, 1401]
netra-dateline-tag: पेण, (वा.): [894, 381, 947, 396]
cricket-dateline-tag: महाड, (वा.): [27, 1707, 85, 1723]
color-dot-yellow: [1413, 2441, 1425, 2452]
bullet-triangle-icon: ▶: [870, 1696, 881, 1708]
lead-subhead: रायगड मेडिकल असोसिएशनचे अधिवेशन : स्मरणिकेचे प्रकाशन: [11, 127, 484, 151]
kumshet-headline-line-2: ५२ विद्यार्थ्यांची सफर: [302, 1209, 486, 1237]
palkhi-photo-caption-2: भाविक सहभागी: [11, 874, 104, 893]
cricket-col-3: [638, 1707, 845, 1943]
cricket-photo: [246, 1707, 425, 1940]
shvan-columns: [870, 1695, 1490, 1908]
photo-banner: [283, 169, 580, 192]
cricket-body-2b: क्रिकेट अकॅडमीचे प्रशिक्षक व पदाधिकारी यांनी त्याचे अभिनंदन केले आहे. त्याच्या या यशामागे अकॅडमीच्या प्रशिक्षकांचे मार्गदर्शन व कुटुंबाचा पाठिंबा असल्याचे सांगण्यात आले. एसबीसी क्रिकेट अकॅडमीच्या कामगिरीचे कौतुक होत आहे.: [441, 1839, 629, 1941]
workshop-body-1b: कार्यक्रमाचे मुख्य वक्ते म्हणून बार कौन्सिल महाराष्ट्र व गोवाचे माजी अध्यक्ष अॅड. सुधाकरराव आवहाड यांनी उपस्थितांना मार्गदर्शन केले. कार्यशाळेचे उद्घाटन माणगाव तालुका अधिवक्ता संघाचे अध्यक्ष अॅड. विजय साळुंखे यांच्या हस्ते झाले. या प्रसंगी अनेक न्यायाधीश व वकील उपस्थित होते.: [247, 900, 435, 1038]
color-dot-yellow: [11, 2441, 23, 2452]
lead-headline-red: मंथन: [441, 68, 528, 123]
workshop-columns: [247, 670, 851, 1039]
